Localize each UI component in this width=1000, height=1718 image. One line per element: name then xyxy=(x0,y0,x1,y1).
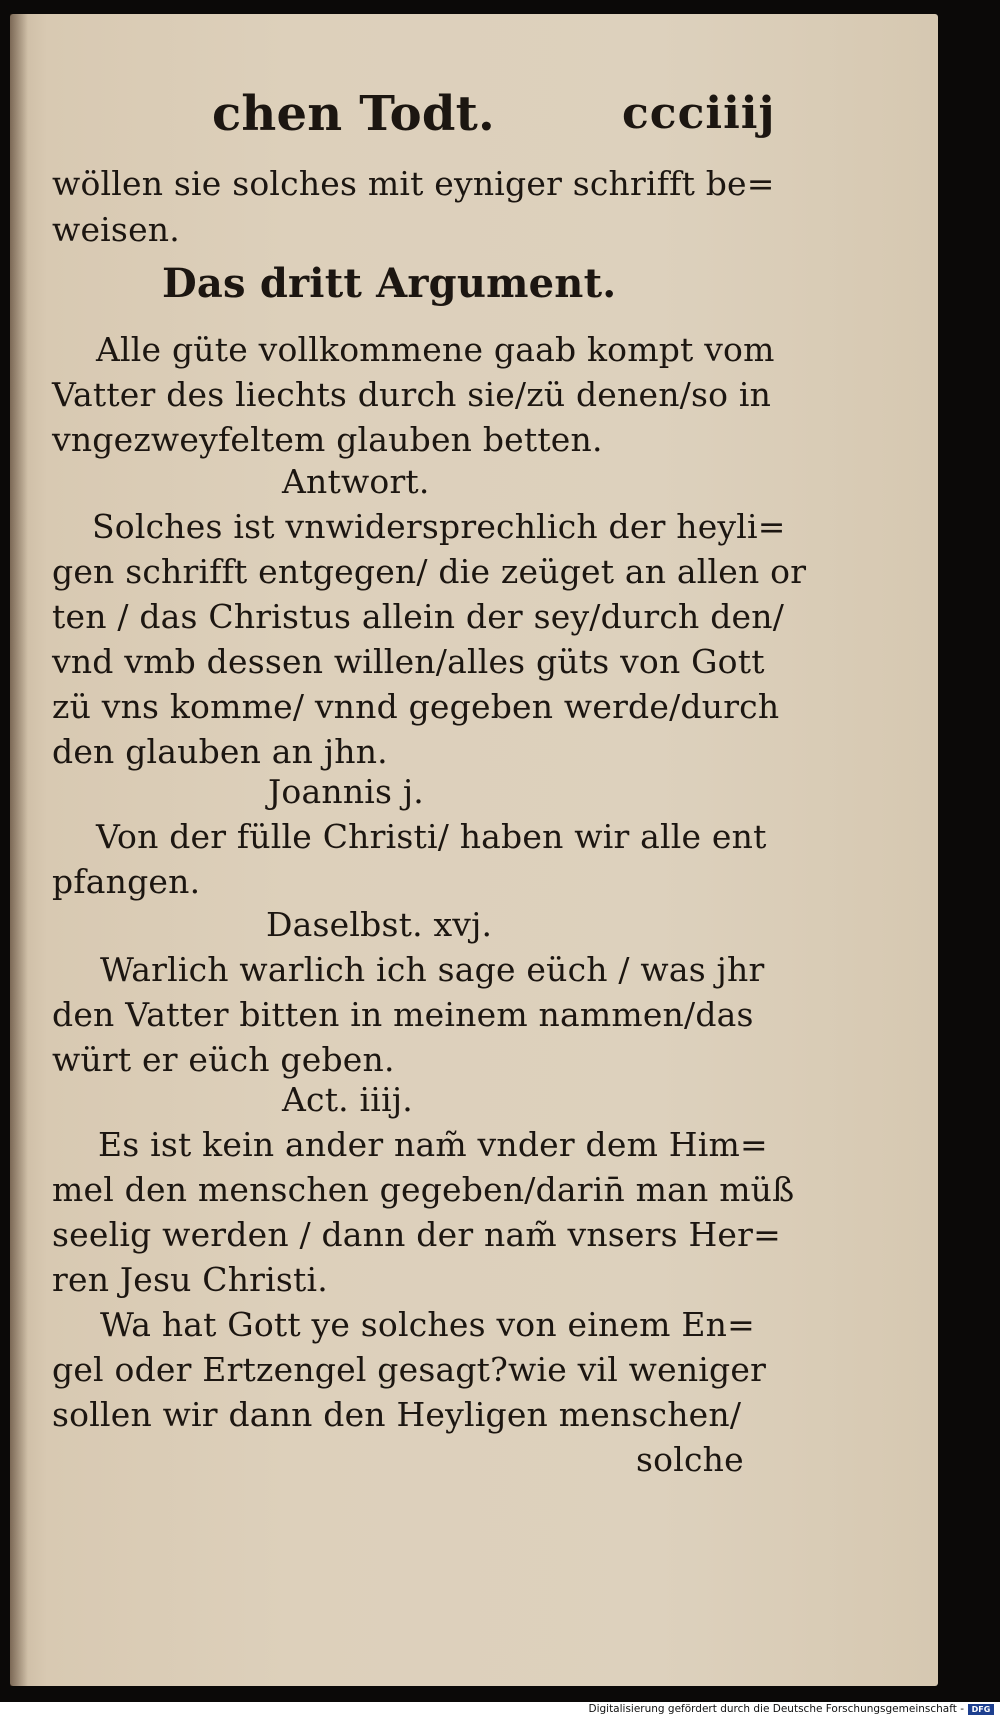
section-heading: Das dritt Argument. xyxy=(162,260,617,307)
text-line: vnd vmb dessen willen/alles güts von Gott xyxy=(52,642,765,681)
funding-credit: Digitalisierung gefördert durch die Deutsche Forschungsgemeinschaft - xyxy=(588,1703,964,1715)
running-title: chen Todt. xyxy=(212,86,495,142)
text-line: seelig werden / dann der nam̃ vnsers Her= xyxy=(52,1215,781,1254)
scripture-reference: Daselbst. xvj. xyxy=(266,905,493,944)
text-line: ten / das Christus allein der sey/durch den/ xyxy=(52,597,785,636)
text-line: Warlich warlich ich sage eüch / was jhr xyxy=(100,950,765,989)
catchword: solche xyxy=(636,1440,744,1479)
text-line: Es ist kein ander nam̃ vnder dem Him= xyxy=(98,1125,768,1164)
text-line: pfangen. xyxy=(52,862,201,901)
text-line: Solches ist vnwidersprechlich der heyli= xyxy=(92,507,786,546)
text-line: zü vns komme/ vnnd gegeben werde/durch xyxy=(52,687,780,726)
dfg-logo-icon[interactable]: DFG xyxy=(968,1704,994,1715)
text-line: mel den menschen gegeben/darin̄ man müß xyxy=(52,1170,795,1209)
text-line: Von der fülle Christi/ haben wir alle ent xyxy=(96,817,767,856)
text-line: vngezweyfeltem glauben betten. xyxy=(52,420,603,459)
text-line: sollen wir dann den Heyligen menschen/ xyxy=(52,1395,742,1434)
scripture-reference: Joannis j. xyxy=(268,772,424,811)
text-line: weisen. xyxy=(52,210,180,249)
text-line: wöllen sie solches mit eyniger schrifft be= xyxy=(52,164,775,203)
text-line: Alle güte vollkommene gaab kompt vom xyxy=(96,330,775,369)
text-line: gen schrifft entgegen/ die zeüget an allen or xyxy=(52,552,807,591)
page-gutter-shadow xyxy=(10,14,28,1686)
text-line: gel oder Ertzengel gesagt?wie vil weniger xyxy=(52,1350,767,1389)
text-line: den glauben an jhn. xyxy=(52,732,388,771)
scripture-reference: Act. iiij. xyxy=(282,1080,413,1119)
text-line: den Vatter bitten in meinem nammen/das xyxy=(52,995,754,1034)
text-line: Vatter des liechts durch sie/zü denen/so in xyxy=(52,375,772,414)
text-line: Wa hat Gott ye solches von einem En= xyxy=(100,1305,755,1344)
folio-number: ccciiij xyxy=(622,88,776,139)
text-line: ren Jesu Christi. xyxy=(52,1260,328,1299)
text-line: würt er eüch geben. xyxy=(52,1040,395,1079)
antwort-label: Antwort. xyxy=(282,462,430,501)
